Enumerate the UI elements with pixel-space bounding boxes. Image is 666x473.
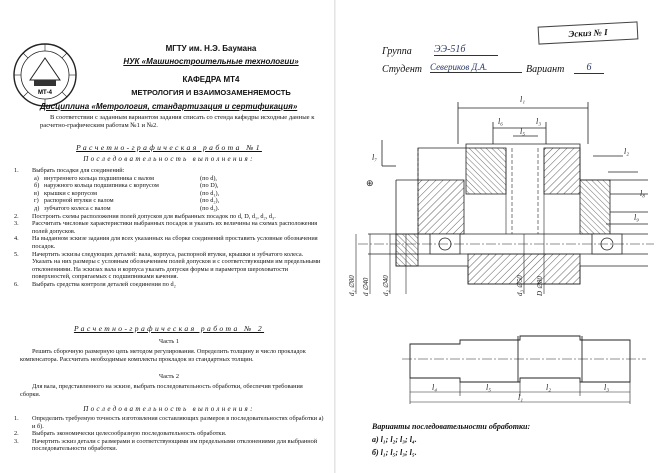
dim-l5-label: l₅: [520, 127, 526, 136]
dim-l6-label: l₆: [498, 117, 504, 126]
variant-b: б) l₁; l₅; l₃; l₅.: [372, 448, 417, 457]
work1-step: 5. Начертить эскизы следующих деталей: вала, корпуса, распорной втулки, крышки и зубчатого колеса. Указать на них размеры с условным обозначением полей допусков и с соответствующими им предельными отклонениями. На эскизах вала и корпуса указать допуски формы и параметров шероховатости поверхностей, сопрягаемых с подшипниками качения.: [14, 250, 321, 281]
dim-l1-label: l₁: [520, 95, 526, 104]
variants-title: Варианты последовательности обработки:: [372, 422, 531, 431]
diam-d2: d₂ ∅40: [382, 275, 390, 296]
work2-step: 3. Начертить эскиз детали с размерами и соответствующими им предельными отклонениями для выбранной последовательности обработки.: [14, 437, 318, 453]
shaft-l5: l₅: [486, 383, 492, 392]
work1-step: 6. Выбрать средства контроля деталей соединения по d₂: [14, 280, 176, 288]
work2-step: 1. Определить требуемую точность изготовления составляющих размеров в последовательностях обработки а) и б).: [14, 415, 324, 430]
fit-item: в) крышки с корпусом (по d₁),: [34, 189, 220, 197]
diam-d: d ∅40: [362, 277, 370, 296]
diam-d3: d₃ ∅50: [516, 275, 524, 296]
dim-l2-label: l₂: [624, 147, 630, 156]
dim-l7-label: l₇: [372, 153, 378, 162]
diam-d1: d₁ ∅80: [348, 275, 356, 296]
variant-a: а) l₁; l₂; l₃; l₄.: [372, 435, 417, 444]
work2-step: 2. Выбрать экономически целесообразную последовательность обработки.: [14, 430, 227, 438]
part2-text: Для вала, представленного на эскизе, выбрать последовательность обработки, обеспечив требования сборки.: [20, 383, 303, 398]
page-fold: [334, 0, 336, 473]
sketch-badge: Эскиз № I: [538, 21, 639, 44]
svg-text:МТ-4: МТ-4: [38, 90, 52, 96]
shaft-l2: l₂: [546, 383, 552, 392]
discipline-title: Дисциплина «Метрология, стандартизация и сертификация»: [40, 102, 298, 111]
university-logo: [12, 42, 78, 108]
part1-text: Решить сборочную размерную цепь методом регулирования. Определить толщину и число прокладок компенсатора. Рассчитать необходимые комплекты прокладок из стандартных толщин.: [20, 348, 306, 363]
work1-step: 4. На выданном эскизе задания для всех указанных на сборке соединений проставить условные обозначения посадок.: [14, 235, 318, 250]
shaft-l3: l₃: [604, 383, 610, 392]
department-name: КАФЕДРА МТ4: [182, 75, 240, 84]
part2-label: Часть 2: [158, 373, 180, 380]
part1-label: Часть 1: [158, 338, 180, 345]
work2-title: Расчетно-графическая работа № 2: [73, 324, 265, 333]
svg-text:⊕: ⊕: [366, 178, 374, 188]
group-label: Группа: [382, 46, 412, 57]
group-value: ЭЭ-51б: [434, 44, 498, 56]
dim-l9-label: l₉: [634, 213, 640, 222]
shaft-sketch: [400, 318, 650, 410]
shaft-l1: l₁: [518, 393, 524, 402]
nuk-name: НУК «Машиностроительные технологии»: [123, 57, 299, 66]
work1-step: 3. Рассчитать числовые характеристики выбранных посадок и указать их величины на схемах расположения полей допусков.: [14, 220, 318, 235]
work1-subtitle: Последовательность выполнения:: [83, 155, 255, 163]
variant-label: Вариант: [526, 64, 565, 75]
work1-step: 2. Построить схемы расположения полей допусков для выбранных посадок по d, D, d₁, d₂, d₃.: [14, 212, 276, 220]
dim-l3-label: l₃: [536, 117, 542, 126]
diam-D: D ∅80: [536, 276, 544, 296]
fit-item: д) зубчатого колеса с валом (по d₃).: [34, 204, 220, 212]
student-label: Студент: [382, 64, 422, 75]
work2-steps: [14, 415, 324, 453]
fit-item: г) распорной втулки с валом (по d₂),: [34, 197, 220, 205]
variant-value: 6: [574, 62, 604, 74]
work2-subtitle: Последовательность выполнения:: [83, 405, 255, 413]
work1-step: 1. Выбрать посадки для соединений:: [14, 167, 125, 174]
fit-item: б) наружного кольца подшипника с корпусом (по D),: [34, 182, 219, 190]
assembly-drawing: [348, 84, 658, 302]
work1-steps: [14, 167, 324, 289]
work1-title: Расчетно-графическая работа №1: [76, 143, 262, 152]
student-value: Севериков Д.А.: [430, 62, 522, 73]
fit-item: а) внутреннего кольца подшипника с валом (по d),: [34, 174, 218, 182]
dim-l8-label: l₈: [640, 189, 646, 198]
intro-text: В соответствии с заданным вариантом задания списать со стенда кафедры исходные данные к расчетно-графическим работам №1 и №2.: [40, 114, 315, 129]
university-name: МГТУ им. Н.Э. Баумана: [165, 44, 257, 53]
shaft-l4: l₄: [432, 383, 438, 392]
course-title: МЕТРОЛОГИЯ И ВЗАИМОЗАМЕНЯЕМОСТЬ: [131, 88, 291, 97]
